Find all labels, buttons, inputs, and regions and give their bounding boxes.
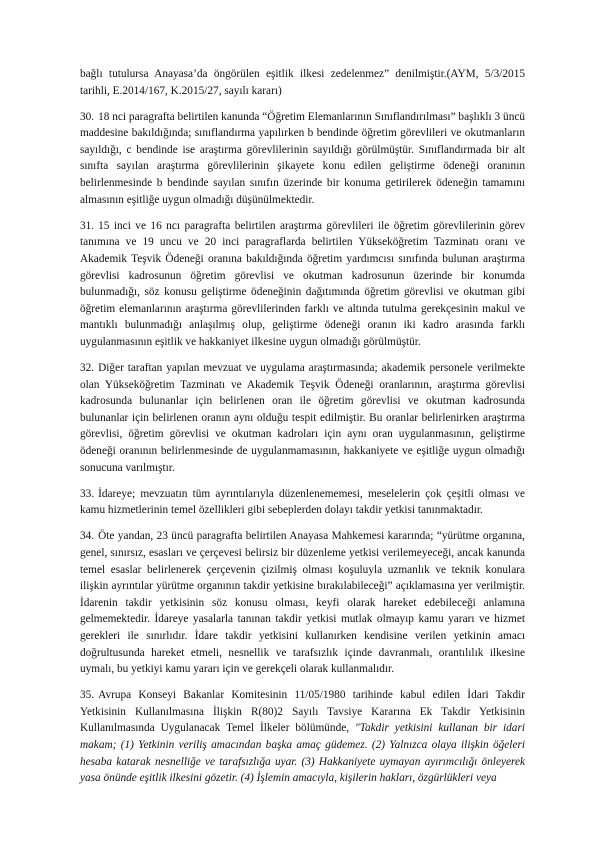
paragraph-number: 35.: [80, 689, 95, 702]
paragraph-number: 31.: [80, 219, 95, 232]
paragraph-number: 34.: [80, 530, 95, 543]
paragraph-text: Avrupa Konseyi Bakanlar Komitesinin 11/05/1980 tarihinde kabul edilen İdari Takdir Yetkisinin Kullanılmasına İlişkin R(80)2 Sayılı Tavsiye Kararına Ek Takdir Yetkisinin Kullanılmasında Uygulanacak Temel İlkeler bölümünde,: [80, 689, 525, 735]
paragraph-text: 15 inci ve 16 ncı paragrafta belirtilen araştırma görevlileri ile öğretim görevlilerinin görev tanımına ve 19 uncu ve 20 inci paragraflarda belirtilen Yükseköğretim Tazminatı oranı ve Akademik Teşvik Ödeneği oranına bakıldığında öğretim yardımcısı sınıfında bulunan araştırma görevlisi kadrosunun öğretim görevlisi ve okutman kadrosunun üzerinde bir konumda bulunmadığı, söz konusu geliştirme ödeneğinin dağıtımında öğretim görevlisi ve okutman gibi öğretim elemanlarının araştırma görevlilerinden farklı ve altında tutulma gerekçesinin makul ve mantıklı bulunmadığı anlaşılmış olup, geliştirme ödeneği oranın iki kadro arasında farklı uygulanmasının eşitlik ve hakkaniyet ilkesine uygun olmadığı görülmüştür.: [80, 219, 525, 348]
paragraph-text: bağlı tutulursa Anayasa’da öngörülen eşitlik ilkesi zedelenmez” denilmiştir.(AYM, 5/3/2015 tarihli, E.2014/167, K.2015/27, sayılı kararı): [80, 68, 525, 97]
paragraph-number: 32.: [80, 362, 95, 374]
paragraph-35: [80, 687, 525, 787]
paragraph-32: [80, 360, 525, 476]
paragraph-number: 33.: [80, 487, 95, 500]
paragraph-text: İdareye; mevzuatın tüm ayrıntılarıyla düzenlenememesi, meselelerin çok çeşitli olması ve kamu hizmetlerinin temel özellikleri gibi sebeplerden dolayı takdir yetkisi tanınmaktadır.: [80, 487, 525, 517]
paragraph-30: [80, 109, 525, 209]
paragraph-31: [80, 218, 525, 351]
paragraph-italic-quote: "Takdir yetkisini kullanan bir idari makam; (1) Yetkinin veriliş amacından başka amaç güdemez. (2) Yalnızca olaya ilişkin öğeleri hesaba katarak nesnelliğe ve tarafsızlığa uyar. (3) Hakkaniyete uymayan ayırımcılığı önleyerek yasa önünde eşitlik ilkesini gözetir. (4) İşlemin amacıyla, kişilerin hakları, özgürlükleri veya: [80, 722, 525, 785]
document-page: [80, 66, 525, 796]
paragraph-text: 18 nci paragrafta belirtilen kanunda “Öğretim Elemanlarının Sınıflandırılması” başlıklı 3 üncü maddesine bakıldığında; sınıflandırma yapılırken b bendinde öğretim görevlileri ve okutmanların sayıldığı, c bendinde ise araştırma görevlilerinin sayıldığı görülmüştür. Sınıflandırmada bir alt sınıfta sayılan araştırma görevlilerinin şikayete konu edilen geliştirme ödeneği oranının belirlenmesinde b bendinde sayılan sınıfın üzerinde bir konuma getirilerek ödeneğin tamamını almasının eşitliğe uygun olmadığı düşünülmektedir.: [80, 110, 525, 206]
paragraph-text: Diğer taraftan yapılan mevzuat ve uygulama araştırmasında; akademik personele verilmekte olan Yükseköğretim Tazminatı ve Akademik Teşvik Ödeneği oranlarının, araştırma görevlisi kadrosunda bulunanlar için belirlenen oran ile öğretim görevlisi ve okutman kadrosunda bulunanlar için belirlenen oranın aynı olduğu tespit edilmiştir. Bu oranlar belirlenirken araştırma görevlisi, öğretim görevlisi ve okutman kadroları için aynı oran uygulanmasının, geliştirme ödeneği oranının belirlenmesinde de uygulanmamasının, hakkaniyete ve eşitliğe uygun olmadığı sonucuna varılmıştır.: [80, 362, 525, 474]
paragraph-number: 30.: [80, 110, 95, 123]
paragraph-34: [80, 528, 525, 677]
paragraph-continuation: [80, 66, 525, 99]
paragraph-text: Öte yandan, 23 üncü paragrafta belirtilen Anayasa Mahkemesi kararında; “yürütme organına, genel, sınırsız, esasları ve çerçevesi belirsiz bir düzenleme yetkisi verilemeyeceği, ancak kanunda temel esaslar belirlenerek çerçevenin çizilmiş olması koşuluyla uzmanlık ve teknik konulara ilişkin ayrıntılar yürütme organının takdir yetkisine bırakılabileceği” açıklamasına yer verilmiştir. İdarenin takdir yetkisinin söz konusu olması, keyfi olarak hareket edebileceği anlamına gelmemektedir. İdareye yasalarla tanınan takdir yetkisi mutlak olmayıp kamu yararı ve hizmet gerekleri ile sınırlıdır. İdare takdir yetkisini kullanırken kendisine verilen yetkinin amacı doğrultusunda hareket etmeli, nesnellik ve tarafsızlık içinde davranmalı, orantılılık ilkesine uymalı, bu yetkiyi kamu yararı için ve gerekçeli olarak kullanmalıdır.: [80, 530, 525, 676]
paragraph-33: [80, 486, 525, 519]
